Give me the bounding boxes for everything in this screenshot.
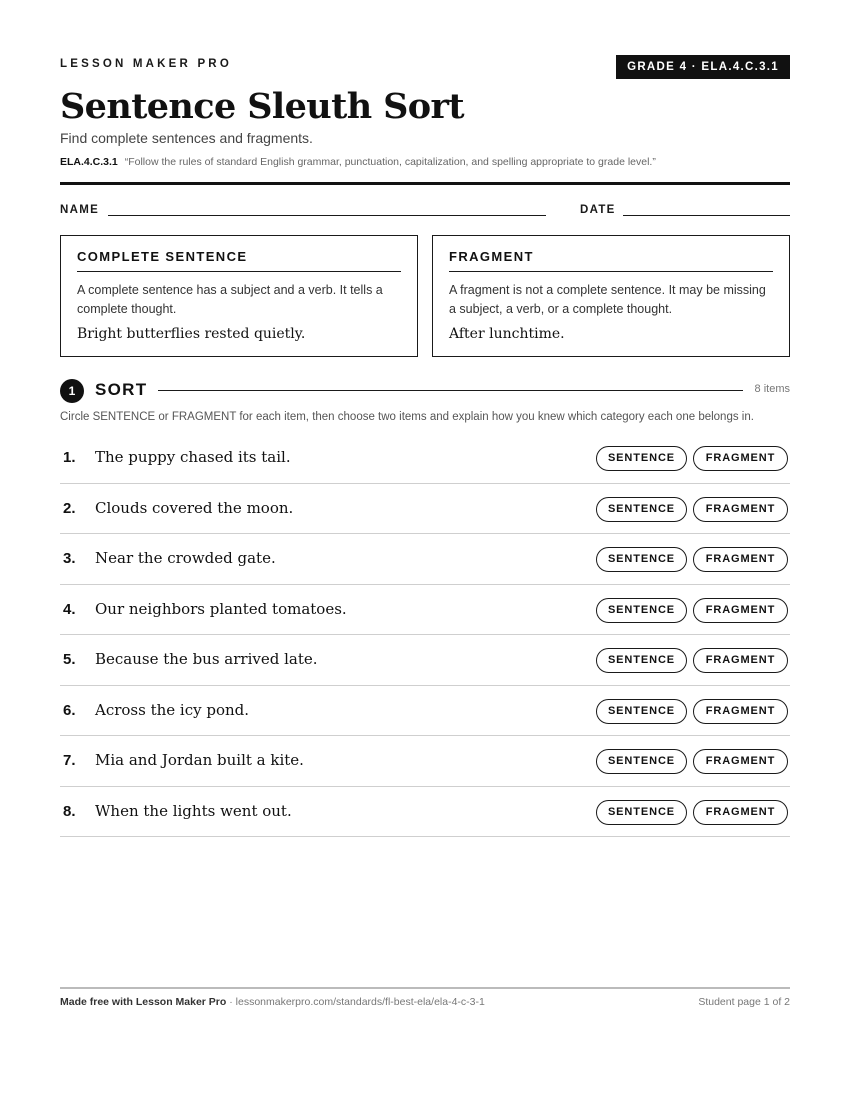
footer-divider bbox=[60, 987, 790, 989]
item-text: Across the icy pond. bbox=[95, 700, 250, 719]
item-number: 1. bbox=[63, 449, 76, 466]
item-number: 8. bbox=[63, 802, 76, 820]
page-subtitle: Find complete sentences and fragments. bbox=[60, 130, 313, 146]
brand-name: LESSON MAKER PRO bbox=[60, 58, 232, 70]
fragment-choice-button[interactable]: FRAGMENT bbox=[693, 547, 788, 572]
list-item bbox=[60, 635, 790, 686]
definition-card-fragment bbox=[432, 235, 790, 357]
sentence-choice-button[interactable]: SENTENCE bbox=[596, 648, 687, 673]
section-number-badge: 1 bbox=[60, 379, 84, 403]
definition-title: FRAGMENT bbox=[449, 249, 773, 272]
definition-example: Bright butterflies rested quietly. bbox=[77, 326, 306, 342]
fragment-choice-button[interactable]: FRAGMENT bbox=[693, 446, 788, 471]
item-count: 8 items bbox=[754, 383, 790, 395]
item-number: 3. bbox=[63, 550, 76, 567]
list-item bbox=[60, 585, 790, 636]
footer-credit-line bbox=[60, 996, 485, 1008]
definition-text: A complete sentence has a subject and a verb. It tells a complete thought. bbox=[77, 283, 383, 316]
list-item bbox=[60, 433, 790, 484]
sentence-choice-button[interactable]: SENTENCE bbox=[596, 547, 687, 572]
definition-title: COMPLETE SENTENCE bbox=[77, 249, 401, 272]
date-field[interactable] bbox=[623, 215, 790, 216]
fragment-choice-button[interactable]: FRAGMENT bbox=[693, 598, 788, 623]
sentence-choice-button[interactable]: SENTENCE bbox=[596, 497, 687, 522]
definition-card-sentence bbox=[60, 235, 418, 357]
section-instructions: Circle SENTENCE or FRAGMENT for each item, then choose two items and explain how you knew which category each one belongs in. bbox=[60, 411, 754, 423]
list-item bbox=[60, 736, 790, 787]
list-item bbox=[60, 787, 790, 838]
standard-text: “Follow the rules of standard English grammar, punctuation, capitalization, and spelling appropriate to grade level.” bbox=[124, 156, 656, 168]
item-number: 7. bbox=[63, 752, 76, 769]
list-item bbox=[60, 534, 790, 585]
item-text: Because the bus arrived late. bbox=[95, 650, 318, 668]
sentence-choice-button[interactable]: SENTENCE bbox=[596, 446, 687, 471]
page-title: Sentence Sleuth Sort bbox=[60, 86, 464, 127]
sentence-choice-button[interactable]: SENTENCE bbox=[596, 749, 687, 774]
item-number: 5. bbox=[63, 651, 76, 668]
date-label: DATE bbox=[580, 204, 616, 216]
definition-text: A fragment is not a complete sentence. It may be missing a subject, a verb, or a complete thought. bbox=[449, 283, 766, 316]
item-list bbox=[60, 433, 790, 837]
sentence-choice-button[interactable]: SENTENCE bbox=[596, 598, 687, 623]
footer-url[interactable]: · lessonmakerpro.com/standards/fl-best-ela/ela-4-c-3-1 bbox=[229, 996, 485, 1008]
standard-line bbox=[60, 156, 656, 168]
item-number: 2. bbox=[63, 499, 76, 517]
fragment-choice-button[interactable]: FRAGMENT bbox=[693, 497, 788, 522]
fragment-choice-button[interactable]: FRAGMENT bbox=[693, 749, 788, 774]
list-item bbox=[60, 686, 790, 737]
item-number: 6. bbox=[63, 701, 76, 719]
item-text: Our neighbors planted tomatoes. bbox=[95, 599, 347, 618]
section-title: SORT bbox=[95, 380, 148, 399]
name-field[interactable] bbox=[108, 215, 546, 216]
section-divider bbox=[158, 390, 743, 391]
definition-example: After lunchtime. bbox=[449, 326, 565, 342]
item-number: 4. bbox=[63, 600, 76, 618]
sentence-choice-button[interactable]: SENTENCE bbox=[596, 800, 687, 825]
item-text: When the lights went out. bbox=[95, 801, 292, 820]
fragment-choice-button[interactable]: FRAGMENT bbox=[693, 648, 788, 673]
header-divider bbox=[60, 182, 790, 185]
item-text: Clouds covered the moon. bbox=[95, 498, 294, 517]
item-text: Mia and Jordan built a kite. bbox=[95, 751, 304, 769]
footer-credit: Made free with Lesson Maker Pro bbox=[60, 996, 227, 1008]
item-text: Near the crowded gate. bbox=[95, 549, 276, 567]
grade-badge: GRADE 4 · ELA.4.C.3.1 bbox=[616, 55, 790, 79]
list-item bbox=[60, 484, 790, 535]
sentence-choice-button[interactable]: SENTENCE bbox=[596, 699, 687, 724]
fragment-choice-button[interactable]: FRAGMENT bbox=[693, 699, 788, 724]
name-label: NAME bbox=[60, 204, 100, 216]
worksheet-page bbox=[60, 0, 790, 1100]
standard-code: ELA.4.C.3.1 bbox=[60, 156, 118, 168]
page-indicator: Student page 1 of 2 bbox=[698, 996, 790, 1008]
item-text: The puppy chased its tail. bbox=[95, 448, 291, 466]
fragment-choice-button[interactable]: FRAGMENT bbox=[693, 800, 788, 825]
